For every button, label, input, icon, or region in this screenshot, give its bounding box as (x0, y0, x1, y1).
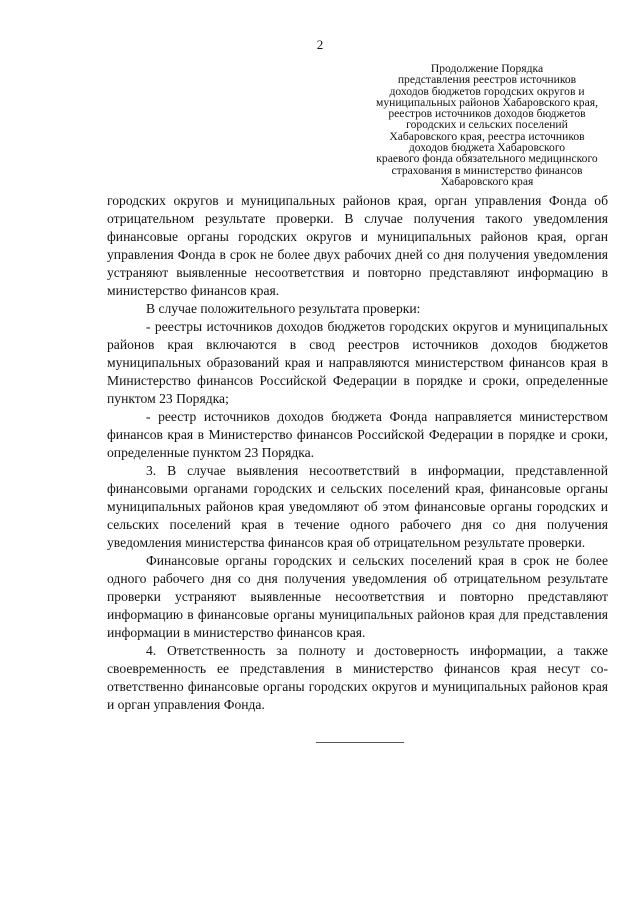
paragraph-positive-result: В случае положительного результата проверки: (146, 301, 421, 316)
header-line: краевого фонда обязательного медицинского (376, 152, 598, 166)
header-line: Хабаровского края, реестра источников (389, 129, 585, 143)
header-line: Хабаровского края (440, 174, 534, 188)
paragraph-continuation: городских округов и муниципальных районов края, орган управления Фонда об отрицательном результате проверки. В случае получения такого уведомления финансовые органы городских округов и муниципальных районов края, орган управления Фонда в срок не более двух рабочих дней со дня получения уведомления устраняют выявленные несоответствия и повторно представляют информацию в министерство финансов края. (107, 193, 608, 298)
header-line: представления реестров источников (397, 73, 577, 87)
header-line: доходов бюджетов городских округов и (389, 84, 585, 98)
paragraph-item-4: 4. Ответственность за полноту и достоверность информации, а также своевременность ее представления в министерство финансов края несут соответственно финансовые органы городских округов и муниципальных районов края и орган управления Фонда. (107, 643, 608, 712)
page-number: 2 (316, 37, 324, 52)
list-item-fund-registry: - реестр источников доходов бюджета Фонда направляется министерством финансов края в Министерство финансов Российской Федерации в порядке и сроки, определенные пунктом 23 Порядка. (107, 409, 608, 460)
end-of-document-rule (316, 742, 404, 743)
header-line: страхования в министерство финансов (391, 163, 583, 177)
continuation-header (356, 63, 618, 187)
document-body (107, 192, 608, 714)
header-line: муниципальных районов Хабаровского края, (375, 95, 598, 109)
header-line: Продолжение Порядка (430, 62, 544, 75)
paragraph-item-3: 3. В случае выявления несоответствий в информации, представленной финансовыми органами городских и сельских поселений края, финансовые органы муниципальных районов края уведомляют об этом финансовые органы городских и сельских поселений края в течение одного рабочего дня со дня получения уведомления министерства финансов края об отрицательном результате проверки. (107, 463, 608, 550)
list-item-municipal-registries: - реестры источников доходов бюджетов городских округов и муниципальных районов края включаются в свод реестров источников доходов бюджетов муниципальных образований края и направляются министерством финансов края в Министерство финансов Российской Федерации в порядке и сроки, определенные пунктом 23 Порядка; (107, 319, 608, 406)
header-line: городских и сельских поселений (406, 118, 568, 132)
paragraph-settlements: Финансовые органы городских и сельских поселений края в срок не более одного рабочего дня со дня получения уведомления об отрицательном результате проверки устраняют выявленные несоответствия и повторно представляют информацию в финансовые органы муниципальных районов края для представления информации в министерство финансов края. (107, 553, 608, 640)
header-line: реестров источников доходов бюджетов (388, 107, 586, 121)
header-line: доходов бюджета Хабаровского (408, 141, 566, 155)
